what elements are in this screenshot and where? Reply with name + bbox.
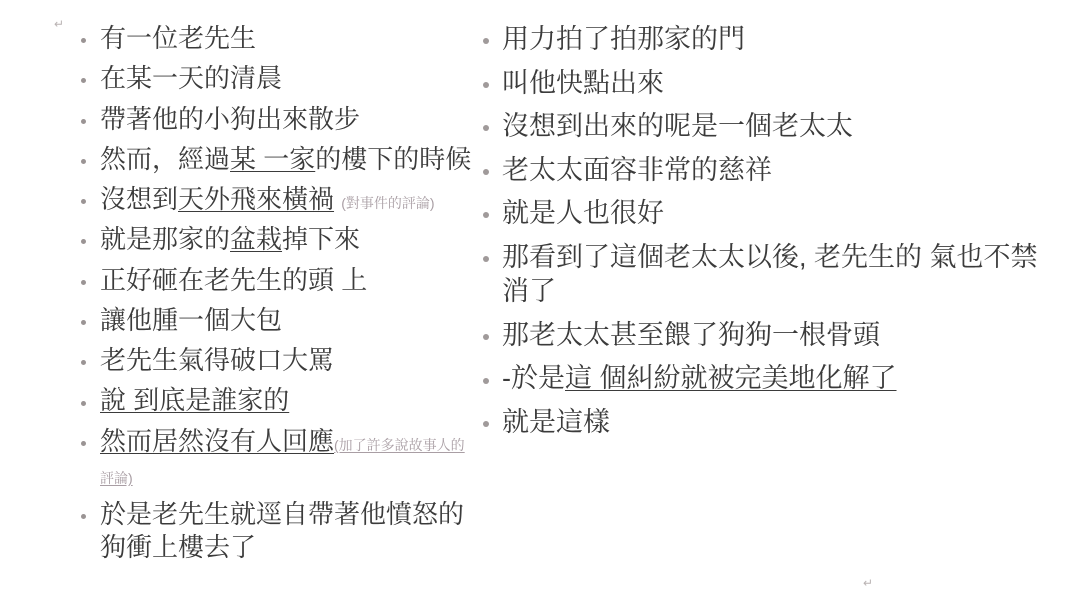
list-item (478, 361, 1038, 396)
bullet-text-underlined: 某 一家 (230, 143, 316, 174)
bullet-text: 就是這樣 (502, 406, 610, 437)
list-item (478, 196, 1038, 231)
bullet-text-underlined: 說 到底是誰家的 (100, 385, 290, 416)
right-column (478, 22, 1038, 448)
bullet-text-suffix: 掉下來 (282, 224, 361, 255)
bullet-text: 正好砸在老先生的頭 上 (100, 264, 368, 295)
list-item (478, 318, 1038, 353)
list-item (478, 109, 1038, 144)
list-item (76, 384, 478, 417)
bullet-text: 在某一天的清晨 (100, 63, 283, 94)
bullet-text-prefix: -於是 (502, 363, 565, 394)
list-item (76, 344, 478, 377)
bullet-text-underlined: 這 個糾紛就被完美地化解了 (565, 363, 897, 394)
bullet-text: 有一位老先生 (100, 23, 257, 53)
list-item (76, 103, 478, 136)
bullet-text: 於是老先生就逕自帶著他憤怒的狗衝上樓去了 (100, 499, 465, 563)
bullet-text: 老太太面容非常的慈祥 (502, 154, 772, 185)
bullet-text: 讓他腫一個大包 (100, 304, 283, 335)
bullet-text: 叫他快點出來 (502, 67, 664, 98)
list-item (76, 264, 478, 297)
bullet-annotation: (加了許多說故事人的評論) (100, 436, 465, 486)
bullet-text-underlined: 盆栽 (230, 224, 283, 255)
left-column (0, 22, 478, 572)
list-item (76, 425, 478, 492)
bullet-text: 就是人也很好 (502, 198, 664, 229)
right-bullet-list (478, 22, 1038, 439)
bullet-text: 那老太太甚至餵了狗狗一根骨頭 (502, 319, 880, 350)
list-item (76, 498, 478, 565)
bullet-text-prefix: 就是那家的 (100, 224, 231, 255)
bullet-text: 那看到了這個老太太以後, 老先生的 氣也不禁消了 (502, 241, 1038, 307)
list-item (478, 240, 1038, 309)
bullet-text-prefix: 沒想到 (100, 184, 179, 215)
bullet-text-underlined: 天外飛來橫禍 (178, 184, 335, 215)
list-item (478, 66, 1038, 101)
list-item (76, 62, 478, 95)
list-item (478, 22, 1038, 57)
list-item (76, 183, 478, 216)
list-item (478, 405, 1038, 440)
bullet-text: 用力拍了拍那家的門 (502, 24, 745, 54)
bullet-text: 老先生氣得破口大罵 (100, 345, 335, 376)
list-item (478, 153, 1038, 188)
bullet-text-suffix: 的樓下的時候 (315, 143, 472, 174)
left-bullet-list (76, 22, 478, 565)
paragraph-mark-top-left: ↵ (54, 17, 65, 31)
bullet-text-underlined: 然而居然沒有人回應 (100, 425, 335, 456)
bullet-text: 沒想到出來的呢是一個老太太 (502, 111, 853, 142)
bullet-text: 帶著他的小狗出來散步 (100, 103, 361, 134)
bullet-text-prefix: 然而，經過 (100, 143, 231, 174)
list-item (76, 143, 478, 176)
paragraph-mark-bottom-right: ↵ (862, 576, 873, 590)
bullet-annotation: (對事件的評論) (341, 195, 435, 212)
list-item (76, 22, 478, 55)
list-item (76, 223, 478, 256)
list-item (76, 304, 478, 337)
